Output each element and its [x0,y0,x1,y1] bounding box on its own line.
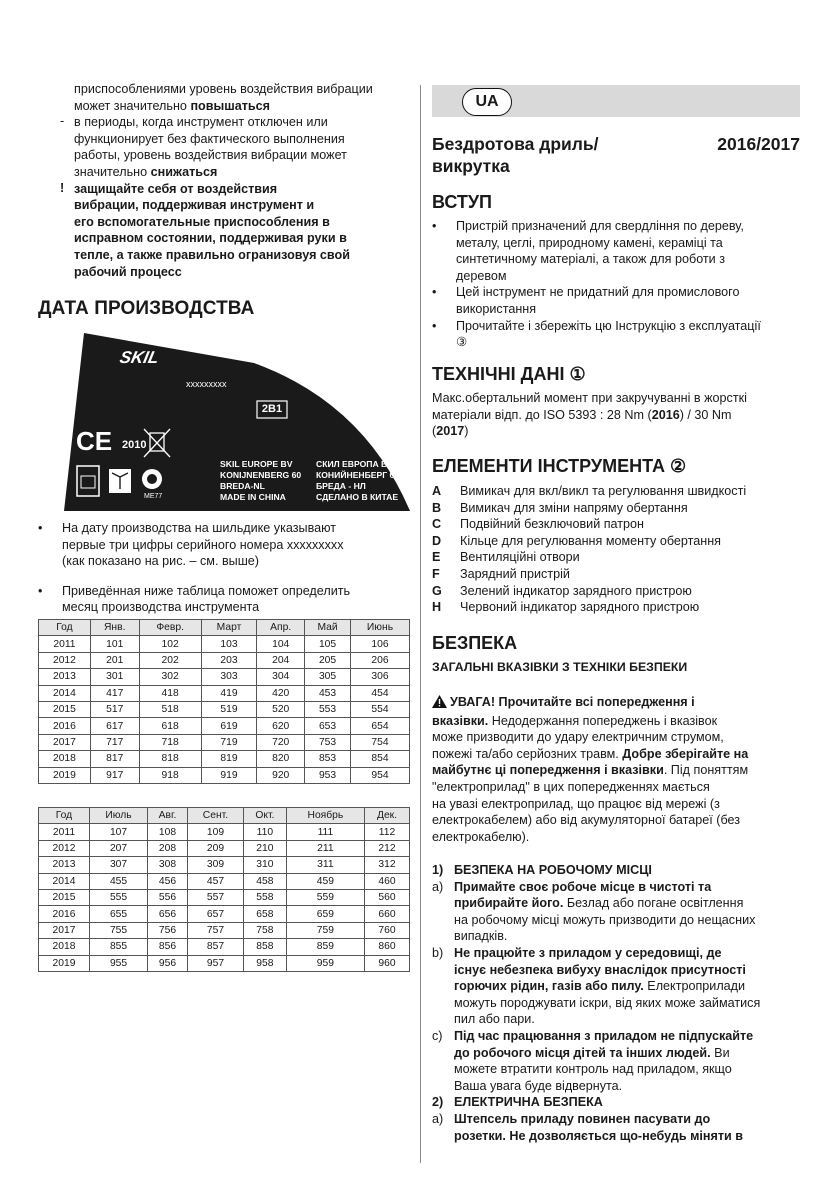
table-cell: 207 [89,840,147,856]
production-table-1 [38,619,410,784]
table-cell: 103 [201,636,257,652]
table-header-row [39,620,410,636]
table-cell: Июнь [350,620,409,636]
table-cell: 212 [365,840,410,856]
table-cell: 618 [139,718,201,734]
table-cell: 2011 [39,824,90,840]
tech-heading: ТЕХНІЧНІ ДАНІ ① [432,364,586,384]
rating-plate [64,333,410,511]
column-divider [420,85,421,1163]
table-cell: 419 [201,685,257,701]
table-cell: 659 [286,906,364,922]
list-item: b) Не працюйте з приладом у середовищі, де існує небезпека вибуху внаслідок присутності горючих рідин, газів або пилу. Електроприлади можуть породжувати іскри, від яких може займатися пил або пари. [432,945,761,1027]
text-line: вказівки. Недодержання попереджень і вказівок [432,713,718,728]
table-cell: 954 [350,767,409,783]
date-heading: ДАТА ПРОИЗВОДСТВА [38,298,255,319]
table-row [39,889,410,905]
table-cell: 455 [89,873,147,889]
table-cell: 2014 [39,685,91,701]
table-cell: 620 [257,718,305,734]
table-cell: 2016 [39,906,90,922]
table-cell: 2011 [39,636,91,652]
safety-items [432,862,800,1144]
table-row [39,873,410,889]
table-cell: 857 [187,939,243,955]
safety-heading: БЕЗПЕКА [432,633,518,653]
bullet-item: • Цей інструмент не придатний для промислового використання [432,285,740,316]
warning-paragraph [432,694,800,845]
table-cell: 457 [187,873,243,889]
table-row [39,840,410,856]
table-cell: 311 [286,857,364,873]
text-line: майбутнє ці попередження і вказівки. Під поняттям [432,763,749,778]
table-cell: 519 [201,701,257,717]
table-cell: 453 [305,685,351,701]
table-cell: 208 [148,840,188,856]
table-cell: 753 [305,734,351,750]
table-cell: 957 [187,955,243,971]
table-cell: 719 [201,734,257,750]
text-line: защищайте себя от воздействия [74,181,278,196]
table-cell: 2018 [39,751,91,767]
table-cell: 2019 [39,767,91,783]
table-cell: 310 [243,857,286,873]
parts-list [432,483,800,616]
table-cell: 210 [243,840,286,856]
part-item: A Вимикач для вкл/викл та регулювання швидкості [432,484,747,498]
table-cell: 417 [90,685,139,701]
table-cell: 460 [365,873,410,889]
table-cell: 104 [257,636,305,652]
table-cell: Май [305,620,351,636]
address-latin: SKIL EUROPE BV KONIJNENBERG 60 BREDA-NL MADE IN CHINA [220,459,302,502]
table-cell: 204 [257,652,305,668]
table-cell: 855 [89,939,147,955]
serial-number: xxxxxxxxx [186,379,227,389]
text-line: тепле, а также правильно огранизовуя свой [74,247,350,262]
table-cell: Ноябрь [286,808,364,824]
table-cell: 854 [350,751,409,767]
table-cell: 418 [139,685,201,701]
table-cell: 658 [243,906,286,922]
table-row [39,955,410,971]
table-cell: Авг. [148,808,188,824]
table-row [39,701,410,717]
skil-logo: SKIL [118,348,161,367]
table-row [39,669,410,685]
table-cell: 307 [89,857,147,873]
table-cell: 919 [201,767,257,783]
table-cell: Год [39,620,91,636]
table-cell: 306 [350,669,409,685]
table-cell: Февр. [139,620,201,636]
table-cell: Янв. [90,620,139,636]
table-cell: 656 [148,906,188,922]
table-cell: 2019 [39,955,90,971]
table-cell: 517 [90,701,139,717]
table-cell: 755 [89,922,147,938]
table-cell: 953 [305,767,351,783]
table-cell: Сент. [187,808,243,824]
table-cell: 2017 [39,922,90,938]
table-cell: 955 [89,955,147,971]
table-cell: 956 [148,955,188,971]
table-row [39,857,410,873]
table-cell: 202 [139,652,201,668]
language-badge: UA [462,88,512,116]
table-row [39,906,410,922]
table-row [39,824,410,840]
table-cell: 617 [90,718,139,734]
list-item: c) Під час працювання з приладом не підпускайте до робочого місця дітей та інших людей. Ви можете втратити контроль над приладом, якщо Ваша увага буде відвернута. [432,1028,754,1093]
text-line: УВАГА! Прочитайте всі попередження і [432,694,800,713]
language-bar [432,85,800,117]
production-table-2 [38,807,410,972]
text-line: на увазі електроприлад, що працює від мережі (з [432,796,720,811]
warning-item: ! защищайте себя от воздействия вибрации, поддерживая инструмент и его вспомогательные приспособления в исправном состоянии, поддерживая руки в тепле, а также правильно огранизовуя свой рабочий процесс [38,181,410,281]
table-cell: 305 [305,669,351,685]
table-cell: 655 [89,906,147,922]
part-item: H Червоний індикатор зарядного пристрою [432,600,700,615]
me-code: ME77 [144,493,163,500]
ce-mark: CE [76,426,113,456]
table-cell: 760 [365,922,410,938]
table-cell: 718 [139,734,201,750]
text-line: може призводити до удару електричним струмом, [432,730,724,745]
table-cell: 717 [90,734,139,750]
safety-subheading: ЗАГАЛЬНІ ВКАЗІВКИ З ТЕХНІКИ БЕЗПЕКИ [432,660,688,674]
bullet-item: • На дату производства на шильдике указывают первые три цифры серийного номера xxxxxxxxx (как показано на рис. – см. выше) [38,521,344,569]
table-cell: 101 [90,636,139,652]
list-item: a) Примайте своє робоче місце в чистоті та прибирайте його. Безлад або погане освітлення на робочому місці можуть призводити до нещасних випадків. [432,879,756,944]
table-row [39,767,410,783]
table-header-row [39,808,410,824]
table-cell: 657 [187,906,243,922]
table-cell: 2012 [39,652,91,668]
table-cell: 758 [243,922,286,938]
plate-code: 2B1 [261,403,283,415]
table-cell: 312 [365,857,410,873]
table-cell: 203 [201,652,257,668]
table-row [39,922,410,938]
part-item: B Вимикач для зміни напряму обертання [432,500,688,515]
table-cell: 456 [148,873,188,889]
table-cell: 201 [90,652,139,668]
text-line: приспособлениями уровень воздействия вибрации [74,82,373,96]
text-line: значительно снижаться [74,164,218,179]
table-cell: 2015 [39,701,91,717]
table-cell: 860 [365,939,410,955]
table-cell: 520 [257,701,305,717]
table-cell: 105 [305,636,351,652]
table-cell: 2015 [39,889,90,905]
table-cell: 560 [365,889,410,905]
table-cell: 559 [286,889,364,905]
table-cell: 754 [350,734,409,750]
table-cell: 759 [286,922,364,938]
table-cell: 102 [139,636,201,652]
table-cell: 819 [201,751,257,767]
part-item: C Подвійний безключовий патрон [432,517,645,532]
warning-triangle-icon [432,695,447,713]
table-cell: Июль [89,808,147,824]
table-cell: 856 [148,939,188,955]
table-cell: 555 [89,889,147,905]
section-heading: 2) ЕЛЕКТРИЧНА БЕЗПЕКА [432,1095,603,1110]
table-cell: 917 [90,767,139,783]
table-cell: 554 [350,701,409,717]
text-line: его вспомогательные приспособления в [74,214,330,229]
table-row [39,734,410,750]
text-line: работы, уровень воздействия вибрации может [74,148,347,163]
text-line: рабочий процесс [74,264,182,279]
plate-year: 2010 [122,439,147,451]
part-item: G Зелений індикатор зарядного пристрою [432,583,692,598]
table-cell: 2018 [39,939,90,955]
table-cell: 960 [365,955,410,971]
model-number: 2016/2017 [717,134,800,154]
text-line: исправном состоянии, поддерживая руки в [74,231,347,246]
table-cell: 302 [139,669,201,685]
table-cell: 459 [286,873,364,889]
table-cell: 556 [148,889,188,905]
table-cell: Окт. [243,808,286,824]
table-cell: 2016 [39,718,91,734]
section-heading: 1) БЕЗПЕКА НА РОБОЧОМУ МІСЦІ [432,863,652,877]
table-cell: 2017 [39,734,91,750]
table-cell: 420 [257,685,305,701]
table-cell: 654 [350,718,409,734]
table-cell: 106 [350,636,409,652]
table-cell: 959 [286,955,364,971]
table-cell: 817 [90,751,139,767]
table-cell: 458 [243,873,286,889]
text-line: вибрации, поддерживая инструмент и [74,198,315,213]
table-cell: 920 [257,767,305,783]
elements-heading: ЕЛЕМЕНТИ ІНСТРУМЕНТА ② [432,456,687,476]
text-line: функционирует без фактического выполнения [74,131,345,146]
table-cell: Год [39,808,90,824]
table-cell: 454 [350,685,409,701]
table-row [39,751,410,767]
table-cell: 110 [243,824,286,840]
table-cell: 660 [365,906,410,922]
table-cell: 720 [257,734,305,750]
table-cell: 619 [201,718,257,734]
table-cell: 918 [139,767,201,783]
bullet-item: • Приведённая ниже таблица поможет определить месяц производства инструмента [38,583,351,615]
table-cell: 112 [365,824,410,840]
table-cell: 304 [257,669,305,685]
text-line: (2017) [432,424,469,439]
table-cell: 303 [201,669,257,685]
table-row [39,685,410,701]
table-cell: 958 [243,955,286,971]
table-cell: 2012 [39,840,90,856]
table-row [39,939,410,955]
table-cell: 553 [305,701,351,717]
table-row [39,636,410,652]
text-line: Макс.обертальний момент при закручуванні в жорсткі [432,391,747,405]
table-cell: 2013 [39,669,91,685]
table-cell: 853 [305,751,351,767]
table-cell: 757 [187,922,243,938]
table-cell: Март [201,620,257,636]
table-cell: 108 [148,824,188,840]
table-cell: 820 [257,751,305,767]
table-cell: 818 [139,751,201,767]
table-cell: 557 [187,889,243,905]
table-cell: 653 [305,718,351,734]
table-cell: 308 [148,857,188,873]
table-cell: 111 [286,824,364,840]
part-item: F Зарядний пристрій [432,566,570,581]
table-cell: 109 [187,824,243,840]
part-item: D Кільце для регулювання моменту обертання [432,533,721,548]
text-line: електрокабелю). [432,829,530,844]
text-line: может значительно повышаться [74,98,270,113]
table-cell: 301 [90,669,139,685]
address-cyrillic: СКИЛ ЕВРОПА БВ КОНИЙНЕНБЕРГ 60 БРЕДА - НЛ СДЕЛАНО В КИТАЕ [316,459,400,502]
table-row [39,652,410,668]
dash-item: - в периоды, когда инструмент отключен или функционирует без фактического выполнения работы, уровень воздействия вибрации может значительно снижаться [38,114,410,180]
table-cell: 518 [139,701,201,717]
table-cell: Дек. [365,808,410,824]
table-cell: Апр. [257,620,305,636]
text-line: матеріали відп. до ISO 5393 : 28 Nm (2016) / 30 Nm [432,407,732,422]
table-cell: 309 [187,857,243,873]
intro-heading: ВСТУП [432,192,492,212]
table-row [39,718,410,734]
text-line: "електроприлад" в цих попередженнях мається [432,779,710,794]
table-cell: 209 [187,840,243,856]
text-line: пожежі та/або серйозних травм. Добре зберігайте на [432,746,749,761]
bullet-item: • Прочитайте і збережіть цю Інструкцію з експлуатації ③ [432,318,761,350]
table-cell: 2014 [39,873,90,889]
table-cell: 107 [89,824,147,840]
table-cell: 859 [286,939,364,955]
table-cell: 205 [305,652,351,668]
list-item: a) Штепсель приладу повинен пасувати до розетки. Не дозволяється що-небудь міняти в [432,1111,744,1143]
table-cell: 858 [243,939,286,955]
table-cell: 211 [286,840,364,856]
intro-bullets [432,218,800,351]
table-cell: 2013 [39,857,90,873]
product-title: Бездротова дриль/ викрутка 2016/2017 [432,134,800,176]
bullet-item: • Пристрій призначений для свердління по дереву, металу, цеглі, природному камені, кераміці та синтетичному матеріалі, а також для роботи з деревом [432,219,744,283]
tech-text [432,390,800,440]
table-cell: 558 [243,889,286,905]
date-bullets [38,520,410,616]
table-cell: 756 [148,922,188,938]
text-line: електрокабелем) або від акумуляторної батареї (без [432,813,741,828]
table-cell: 206 [350,652,409,668]
text-line: в периоды, когда инструмент отключен или [74,115,328,130]
part-item: E Вентиляційні отвори [432,550,580,565]
vibration-continuation [38,81,410,280]
